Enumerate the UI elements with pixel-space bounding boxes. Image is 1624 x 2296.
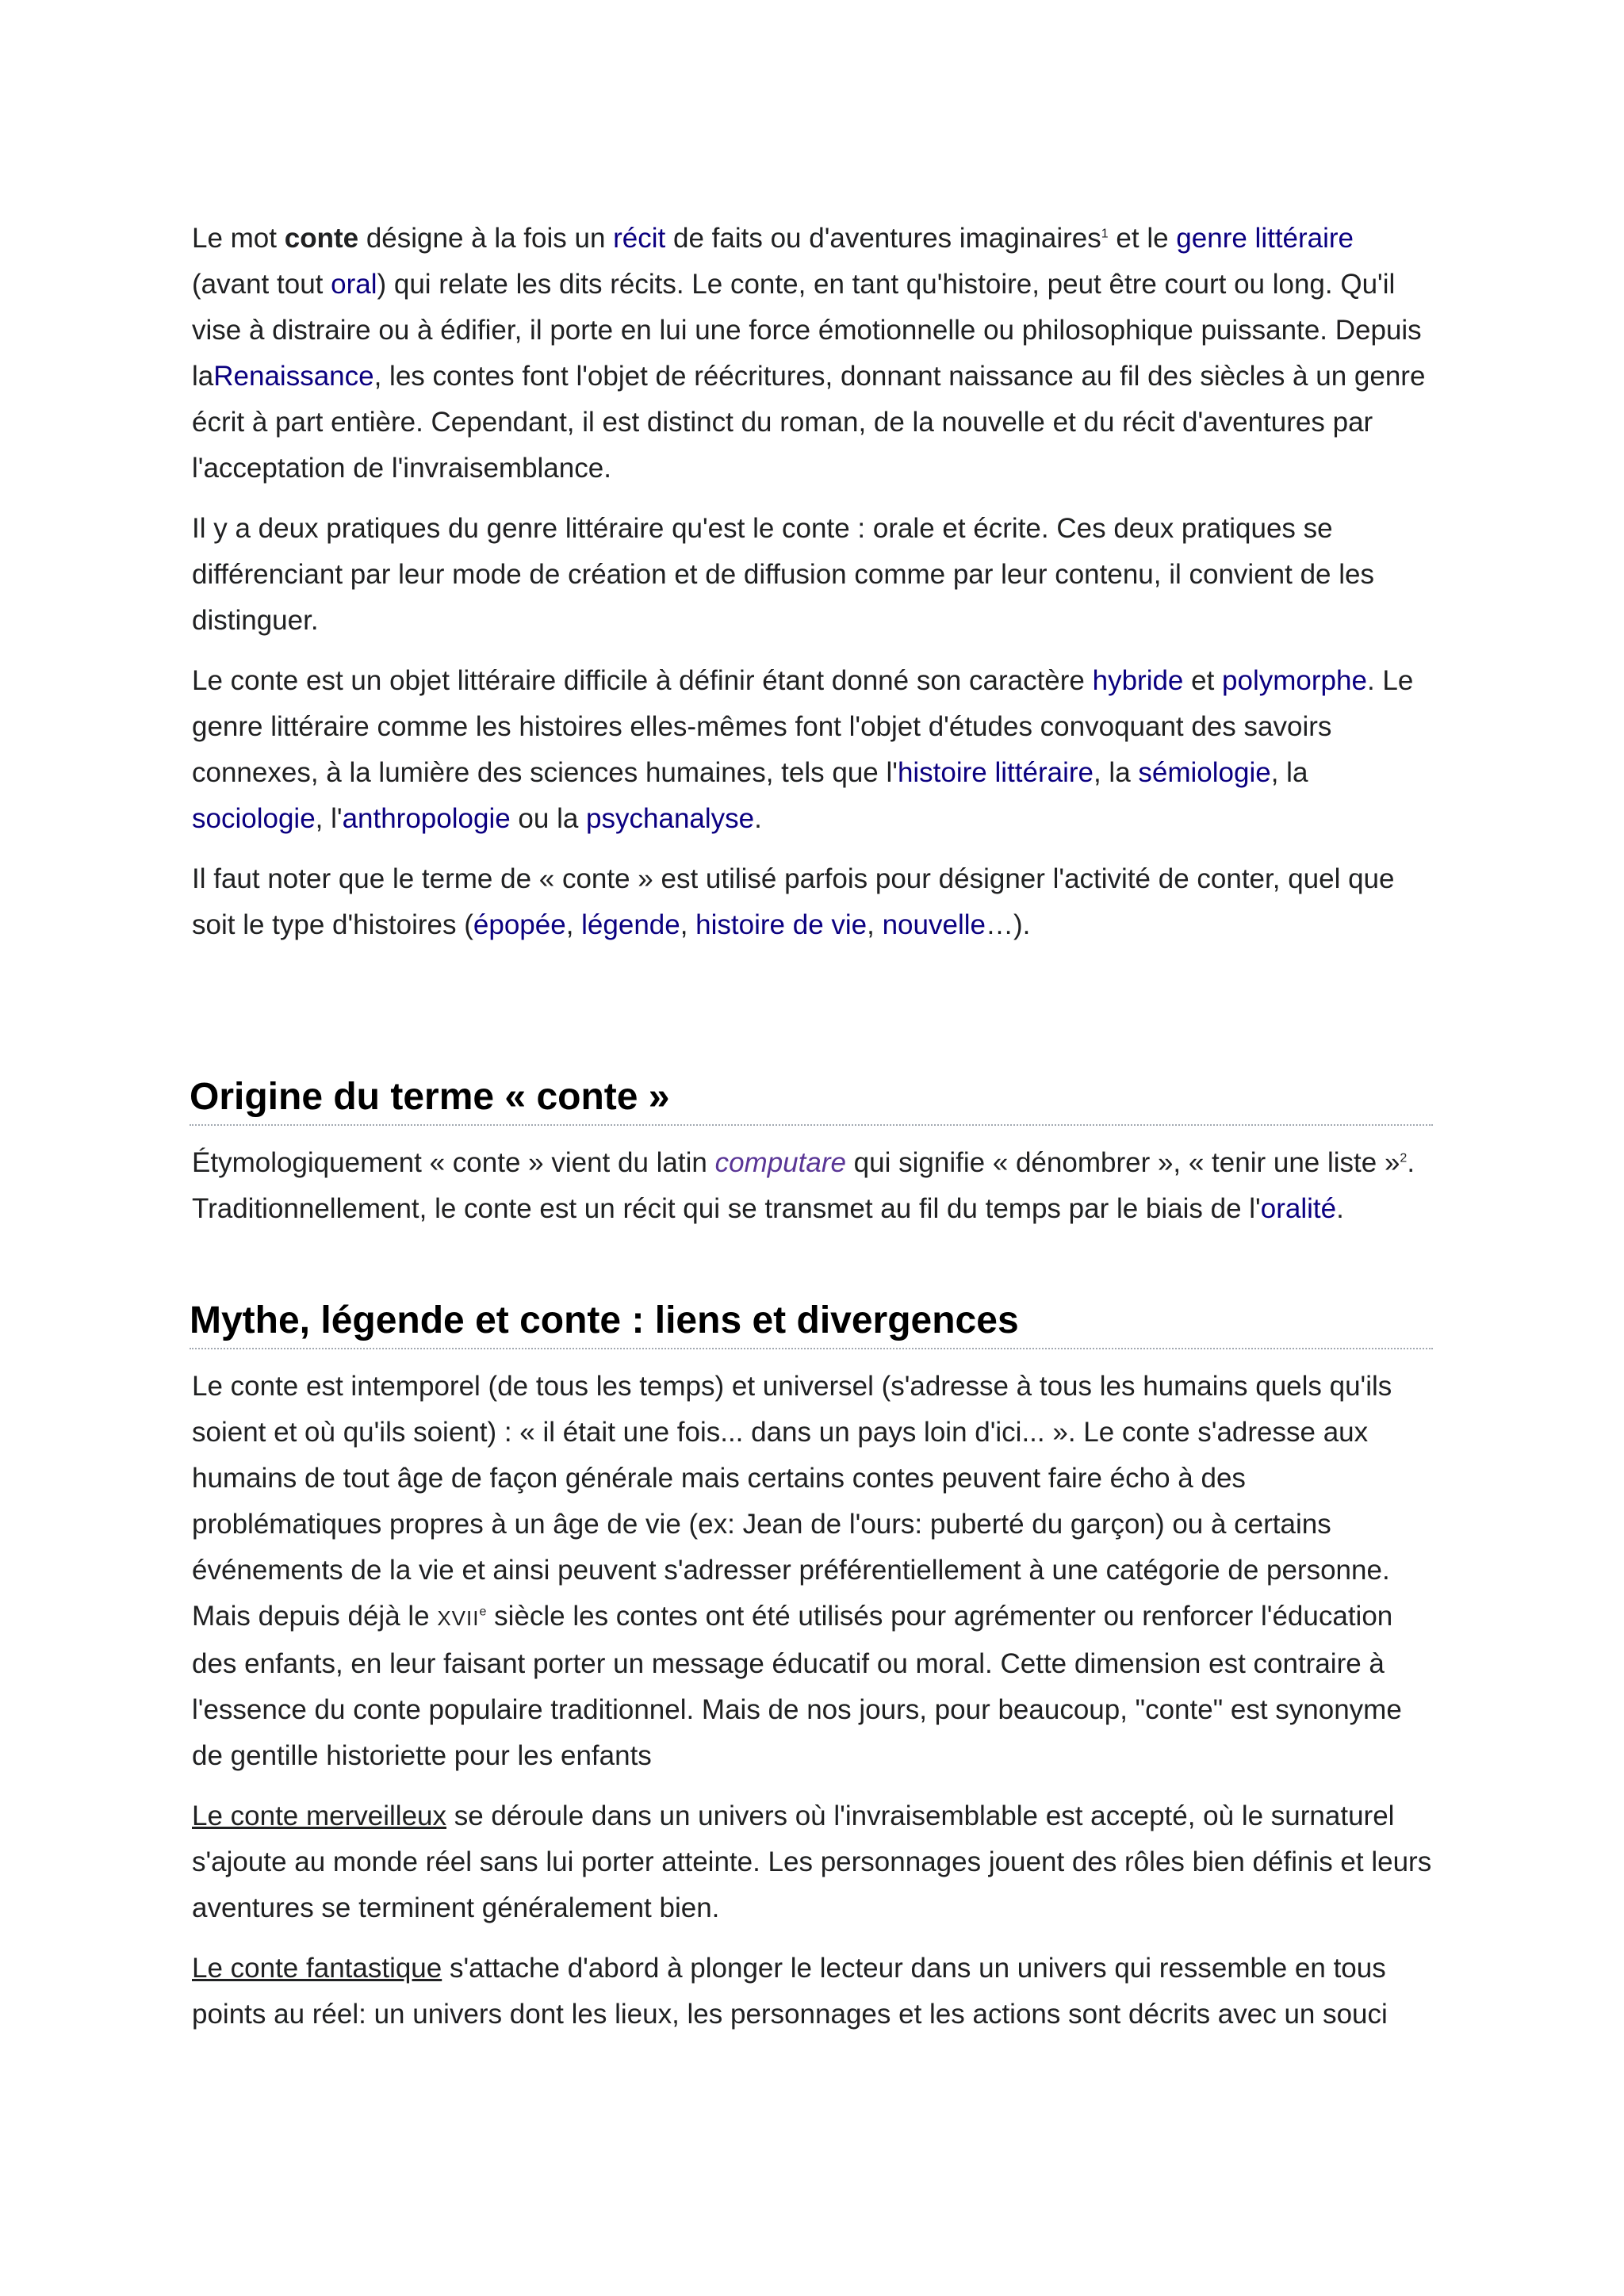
text: , l' (315, 803, 343, 834)
text: , (565, 909, 582, 940)
link-epopee[interactable]: épopée (473, 909, 566, 940)
origine-paragraph-1 (192, 1140, 1434, 1232)
text: Le mot (192, 223, 285, 254)
text: Le conte est intemporel (de tous les temps) et universel (s'adresse à tous les humains quels qu'ils soient et où qu'ils soient) : « il était une fois... dans un pays loin d'ici... ». Le conte s'adresse aux humains de tout âge de façon générale mais certains contes peuvent faire écho à des problématiques propres à un âge de vie (ex: Jean de l'ours: puberté du garçon) ou à certains événements de la vie et ainsi peuvent s'adresser préférentiellement à une catégorie de personne. Mais depuis déjà le (192, 1371, 1392, 1632)
heading-mythe-legende-conte: Mythe, légende et conte : liens et divergences (190, 1299, 1433, 1349)
text: , la (1270, 757, 1308, 788)
text: ) qui relate les dits récits. Le conte, en tant qu'histoire, peut être court ou long. Qu'il vise à distraire ou à édifier, il porte en lui une force émotionnelle ou philosophique puissante. Depuis la (192, 269, 1422, 392)
link-histoire-de-vie[interactable]: histoire de vie (695, 909, 868, 940)
text: qui signifie « dénombrer », « tenir une liste » (845, 1147, 1400, 1178)
text: désigne à la fois un (358, 223, 614, 254)
intro-paragraph-2: Il y a deux pratiques du genre littéraire qu'est le conte : orale et écrite. Ces deux pratiques se différenciant par leur mode de création et de diffusion comme par leur contenu, il convient de les distinguer. (192, 513, 1374, 636)
text: (avant tout (192, 269, 331, 300)
text: , (867, 909, 883, 940)
link-renaissance[interactable]: Renaissance (213, 361, 374, 392)
link-psychanalyse[interactable]: psychanalyse (586, 803, 755, 834)
intro-paragraph-4 (192, 856, 1434, 948)
text: . Traditionnellement, le conte est un récit qui se transmet au fil du temps par le biais de l' (192, 1147, 1415, 1224)
link-hybride[interactable]: hybride (1092, 665, 1184, 696)
term-conte-merveilleux: Le conte merveilleux (192, 1800, 446, 1831)
link-semiologie[interactable]: sémiologie (1138, 757, 1271, 788)
century-suffix: e (479, 1605, 487, 1619)
text: , les contes font l'objet de réécritures, donnant naissance au fil des siècles à un genre écrit à part entière. Cependant, il est distinct du roman, de la nouvelle et du récit d'aventures par l'acceptation de l'invraisemblance. (192, 361, 1426, 484)
text: . (1336, 1193, 1344, 1224)
text: se déroule dans un univers où l'invraisemblable est accepté, où le surnaturel s'ajoute au monde réel sans lui porter atteinte. Les personnages jouent des rôles bien définis et leurs aventures se terminent généralement bien. (192, 1800, 1432, 1923)
link-legende[interactable]: légende (581, 909, 680, 940)
text: Le conte est un objet littéraire difficile à définir étant donné son caractère (192, 665, 1093, 696)
text: et (1183, 665, 1223, 696)
link-anthropologie[interactable]: anthropologie (342, 803, 511, 834)
text: de faits ou d'aventures imaginaires (665, 223, 1101, 254)
mythe-paragraph-3 (192, 1946, 1434, 2038)
intro-paragraph-3 (192, 658, 1434, 842)
link-polymorphe[interactable]: polymorphe (1222, 665, 1367, 696)
text: . Le genre littéraire comme les histoires elles-mêmes font l'objet d'études convoquant des savoirs connexes, à la lumière des sciences humaines, tels que l' (192, 665, 1414, 788)
link-histoire-litteraire[interactable]: histoire littéraire (897, 757, 1094, 788)
link-sociologie[interactable]: sociologie (192, 803, 316, 834)
mythe-paragraph-2 (192, 1793, 1434, 1931)
text: , la (1093, 757, 1139, 788)
link-oral[interactable]: oral (331, 269, 377, 300)
heading-origine: Origine du terme « conte » (190, 1075, 1433, 1126)
text: . (754, 803, 762, 834)
text: siècle les contes ont été utilisés pour agrémenter ou renforcer l'éducation des enfants, en leur faisant porter un message éducatif ou moral. Cette dimension est contraire à l'essence du conte populaire traditionnel. Mais de nos jours, pour beaucoup, "conte" est synonyme de gentille historiette pour les enfants (192, 1601, 1402, 1771)
term-conte-fantastique: Le conte fantastique (192, 1953, 442, 1984)
mythe-paragraph-1 (192, 1364, 1434, 1779)
footnote-ref-2[interactable]: 2 (1400, 1151, 1408, 1165)
term-conte: conte (284, 223, 359, 254)
link-nouvelle[interactable]: nouvelle (882, 909, 986, 940)
intro-paragraph-1 (192, 216, 1434, 492)
text: Étymologiquement « conte » vient du latin (192, 1147, 715, 1178)
link-oralite[interactable]: oralité (1260, 1193, 1337, 1224)
text: et le (1108, 223, 1177, 254)
link-recit[interactable]: récit (613, 223, 666, 254)
link-computare[interactable]: computare (714, 1147, 846, 1178)
text: Il faut noter que le terme de « conte » est utilisé parfois pour désigner l'activité de conter, quel que soit le type d'histoires ( (192, 863, 1395, 940)
footnote-ref-1[interactable]: 1 (1101, 227, 1109, 241)
text: …). (985, 909, 1031, 940)
link-genre-litteraire[interactable]: genre littéraire (1176, 223, 1354, 254)
century-numeral: XVII (437, 1606, 480, 1630)
text: s'attache d'abord à plonger le lecteur dans un univers qui ressemble en tous points au réel: un univers dont les lieux, les personnages et les actions sont décrits avec un souci (192, 1953, 1388, 2030)
text: , (680, 909, 696, 940)
text: ou la (510, 803, 587, 834)
